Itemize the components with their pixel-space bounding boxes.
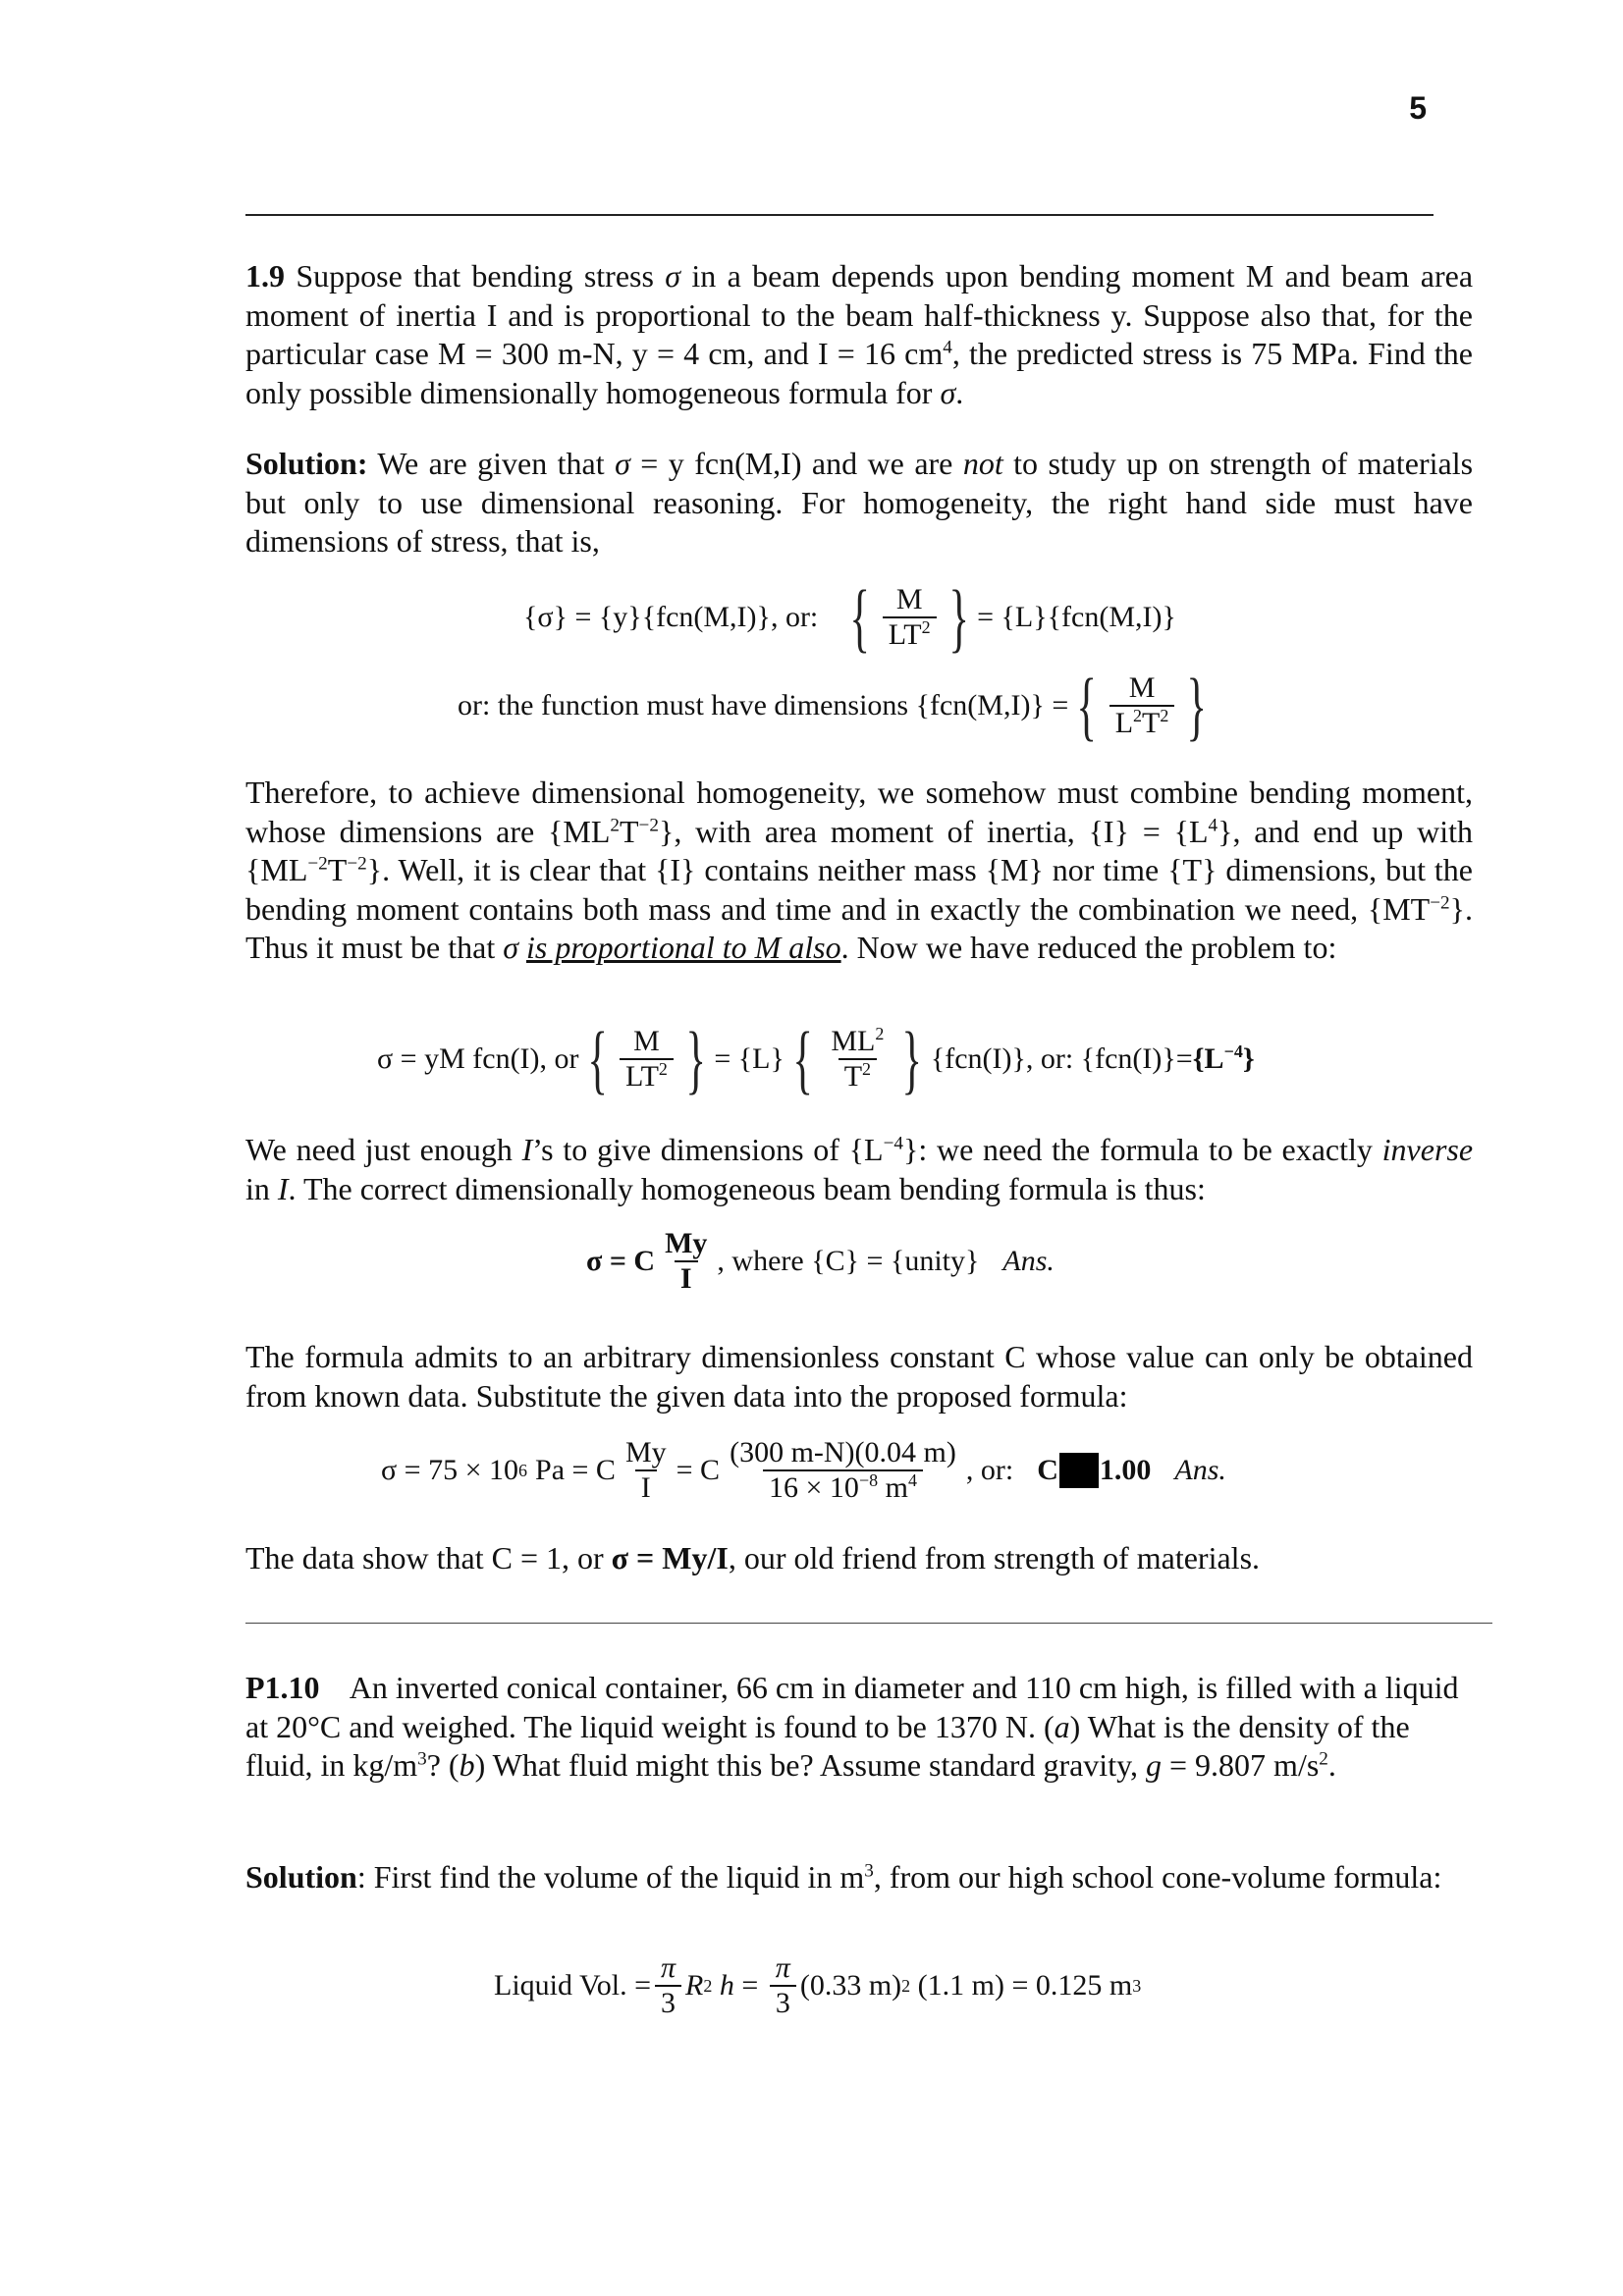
equation-beam-formula: σ = C $\frac{My}{I}$ , where {C} = {unity} Ans. — [586, 1227, 1055, 1295]
paragraph-homogeneity: Therefore, to achieve dimensional homogeneity, we somehow must combine bending moment, whose dimensions are $\{ML^2T^{-2}\}$, with area moment of inertia, $\{I\} = \{L^4\}$, and end up with $\{ML^{-2}T^{-2}\}$. Well, it is clear that {I} contains neither mass {M} nor time {T} dimensions, but the bending moment contains both mass and time and in exactly the combination we need, $\{MT^{-2}\}$. Thus it must be that σ is proportional to M also. Now we have reduced the problem to: — [245, 774, 1474, 965]
top-rule — [245, 214, 1434, 216]
equation-stress-dimensions: {σ} = {y}{fcn(M,I)}, or: { $\frac{M}{LT^2}$ } = {L}{fcn(M,I)} — [523, 574, 1176, 660]
answer-label: Ans. — [1002, 1245, 1055, 1277]
equation-substitution: σ = 75 × 10 6 Pa = C $\frac{My}{I}$ = C $\frac{(300 m-N)(0.04 m)}{16 \times 10^{-8} m^4}$ , or: C 1.00 Ans. — [381, 1436, 1226, 1504]
problem-1-10-statement: P1.10 An inverted conical container, 66 cm in diameter and 110 cm high, is filled with a liquid at 20°C and weighed. The liquid weight is found to be 1370 N. (a) What is the density of the fluid, in $kg/m^3$? (b) What fluid might this be? Assume standard gravity, g = 9.807 $m/s^2$. — [245, 1670, 1459, 1783]
solution-label: Solution: — [245, 446, 368, 481]
problem-number: 1.9 — [245, 258, 285, 294]
problem-1-10-solution: Solution: First find the volume of the liquid in $m^3$, from our high school cone-volume formula: — [245, 1859, 1442, 1895]
equation-cone-volume: Liquid Vol. = $\frac{\pi}{3}$ R 2 h = $\frac{\pi}{3}$ (0.33 m) 2 (1.1 m) = 0.125 m 3 — [494, 1951, 1142, 2019]
solution-intro: Solution: We are given that σ = y fcn(M,I) and we are not to study up on strength of materials but only to use dimensional reasoning. For homogeneity, the right hand side must have dimensions of stress, that is, — [245, 446, 1474, 559]
paragraph-conclusion: The data show that C = 1, or σ = My/I, our old friend from strength of materials. — [245, 1540, 1261, 1575]
equation-function-dimensions: or: the function must have dimensions {fcn(M,I)} = { $\frac{M}{L^2T^2}$ } — [458, 663, 1208, 748]
redaction-block — [1059, 1453, 1099, 1488]
page-number: 5 — [1409, 90, 1427, 126]
paragraph-inverse: We need just enough I’s to give dimensions of $\{L^{-4}\}$: we need the formula to be exactly inverse in I. The correct dimensionally homogeneous beam bending formula is thus: — [245, 1132, 1474, 1206]
paragraph-constant: The formula admits to an arbitrary dimensionless constant C whose value can only be obtained from known data. Substitute the given data into the proposed formula: — [245, 1339, 1473, 1414]
equation-reduced-problem: σ = yM fcn(I), or { $\frac{M}{LT^2}$ } = {L} { $\frac{ML^2}{T^2}$ } {fcn(I)}, or: {fcn(I)}= $\{L^{-4}\}$ — [377, 1016, 1255, 1101]
section-divider — [245, 1623, 1492, 1624]
sigma-symbol: σ — [665, 258, 681, 294]
problem-1-9-statement: 1.9 Suppose that bending stress σ in a beam depends upon bending moment M and beam area moment of inertia I and is proportional to the beam half-thickness y. Suppose also that, for the particular case M = 300 m-N, y = 4 cm, and I = 16 $cm^4$, the predicted stress is 75 MPa. Find the only possible dimensionally homogeneous formula for σ. — [245, 258, 1474, 410]
